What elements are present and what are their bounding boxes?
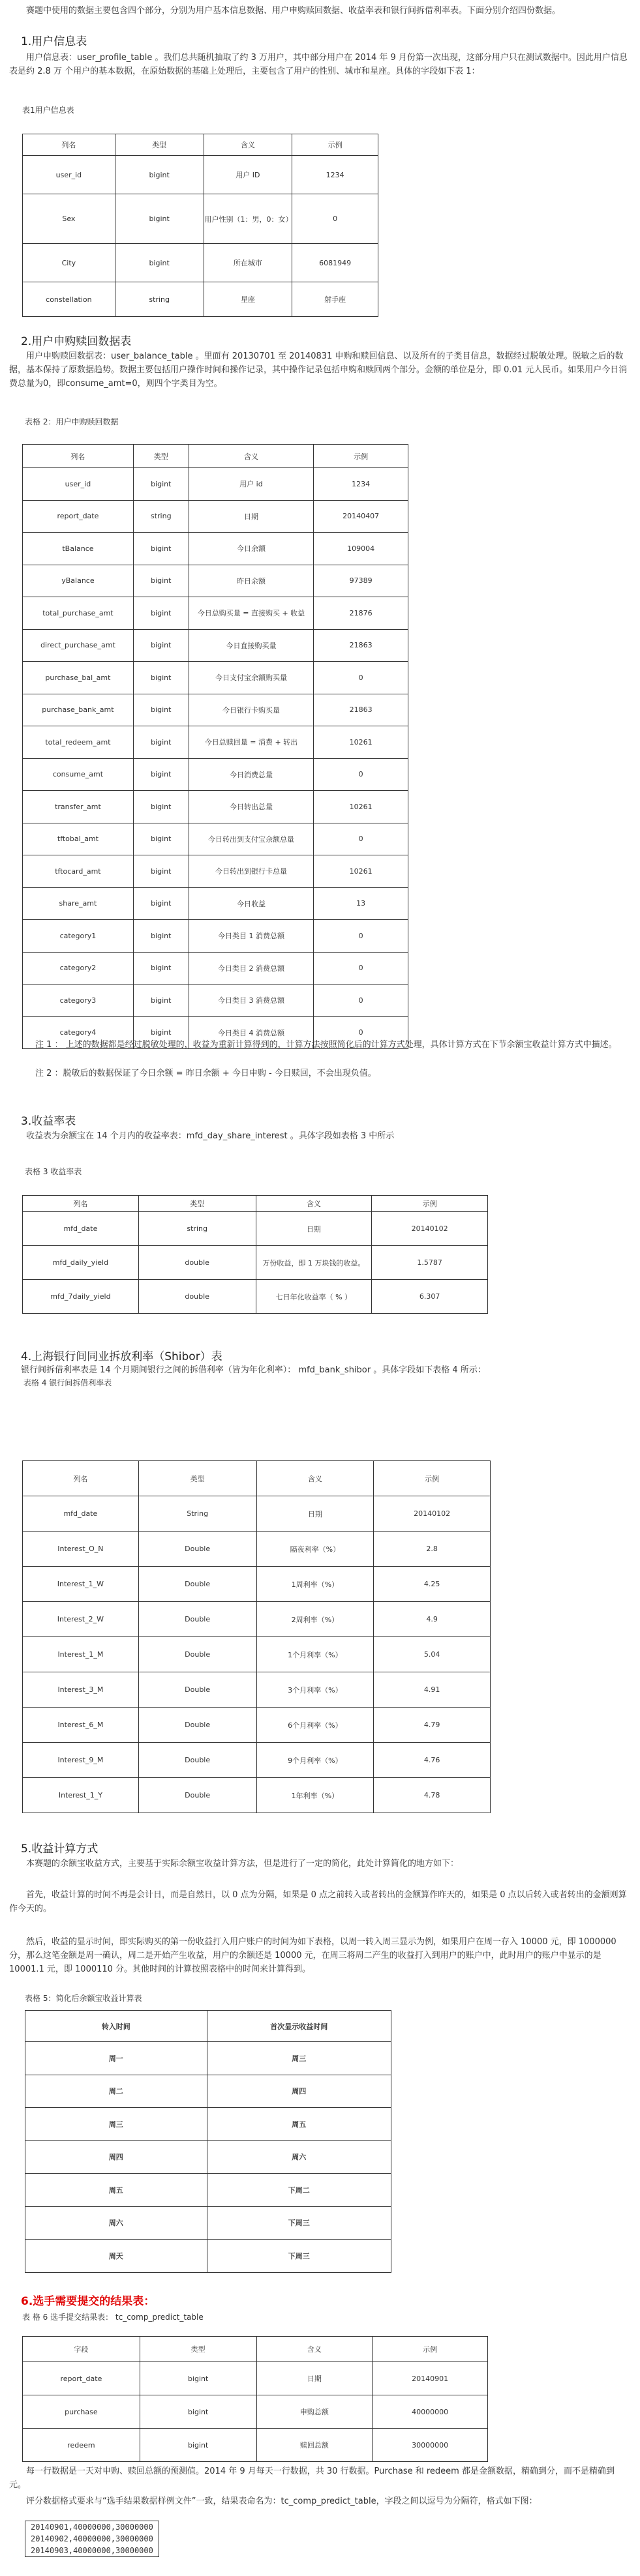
table-cell: 9个月利率（%） [256,1743,374,1778]
table-cell: user_id [23,156,115,194]
table-cell: direct_purchase_amt [23,629,134,662]
table-cell: 40000000 [373,2395,488,2429]
table-cell: 10261 [314,855,408,888]
table-header-cell: 含义 [256,2337,373,2362]
table-header-cell: 示例 [374,1461,491,1496]
table-cell: 周一 [25,2042,207,2075]
table-cell: 0 [314,1016,408,1049]
table-row [23,565,408,597]
table-cell: Interest_2_W [23,1602,139,1637]
table-cell: 2周利率（%） [256,1602,374,1637]
table-3-header-row [23,1196,488,1212]
table-cell: total_redeem_amt [23,726,134,759]
table-3-caption: 表格 3 收益率表 [25,1167,82,1176]
table-cell: bigint [133,468,189,501]
table-cell: 0 [314,662,408,694]
table-cell: 日期 [256,2362,373,2395]
section-1-title: 1.用户信息表 [21,35,87,48]
table-cell: 1年利率（%） [256,1778,374,1813]
table-cell: bigint [133,823,189,855]
table-cell: Interest_6_M [23,1708,139,1743]
table-cell: 1234 [314,468,408,501]
table-cell: bigint [133,629,189,662]
t6-header-row [23,2337,488,2362]
table-cell: category2 [23,952,134,985]
table-cell: 4.79 [374,1708,491,1743]
table-cell: 周四 [207,2075,391,2108]
t4-header-row [23,1461,491,1496]
table-cell: constellation [23,282,115,317]
table-row [23,1637,491,1672]
section-3-paragraph: 收益表为余额宝在 14 个月内的收益率表：mfd_day_share_interest 。具体字段如表格 3 中所示 [26,1131,395,1141]
table-cell: bigint [133,920,189,953]
intro-paragraph: 赛题中使用的数据主要包含四个部分，分别为用户基本信息数据、用户申购赎回数据、收益率表和银行间拆借利率表。下面分别介绍四份数据。 [26,6,561,16]
section-3-title: 3.收益率表 [21,1115,76,1128]
table-row [23,533,408,565]
table-cell: 0 [314,823,408,855]
table-row [23,2395,488,2429]
table-cell: 周六 [207,2140,391,2174]
table-cell: total_purchase_amt [23,597,134,630]
table-row [23,985,408,1017]
table-row [23,468,408,501]
table-cell: yBalance [23,565,134,597]
table-cell: mfd_7daily_yield [23,1280,139,1314]
section-4-paragraph: 银行间拆借利率表是 14 个月期间银行之间的拆借利率（皆为年化利率）： mfd_bank_shibor 。具体字段如下表格 4 所示： [21,1365,486,1375]
table-header-cell: 字段 [23,2337,140,2362]
table-cell: tftobal_amt [23,823,134,855]
table-cell: bigint [133,758,189,791]
t2-header-row [23,445,408,468]
table-row [25,2075,391,2108]
table-cell: Interest_3_M [23,1672,139,1708]
table-cell: 今日银行卡购买量 [189,694,314,726]
table-cell: 2.8 [374,1532,491,1567]
table-cell: 赎回总额 [256,2429,373,2462]
table-cell: 今日类目 3 消费总额 [189,985,314,1017]
table-cell: 今日转出到支付宝余额总量 [189,823,314,855]
table-cell: bigint [115,244,204,282]
table-row [23,156,378,194]
table-row [23,855,408,888]
table-cell: category3 [23,985,134,1017]
table-cell: Interest_1_W [23,1567,139,1602]
table-cell: String [138,1496,256,1532]
table-cell: Double [138,1532,256,1567]
table-cell: 21863 [314,694,408,726]
table-cell: bigint [133,662,189,694]
section-2-title: 2.用户申购赎回数据表 [21,335,132,348]
table-cell: bigint [133,1016,189,1049]
table-cell: 1.5787 [372,1246,488,1280]
table-1-caption: 表1用户信息表 [22,106,74,115]
table-cell: 5.04 [374,1637,491,1672]
table-cell: 今日转出到银行卡总量 [189,855,314,888]
table-cell: 今日支付宝余额购买量 [189,662,314,694]
table-cell: report_date [23,500,134,533]
table-cell: 星座 [204,282,292,317]
table-cell: 97389 [314,565,408,597]
section-5-paragraph-3: 然后，收益的显示时间，即实际购买的第一份收益打入用户账户的时间为如下表格，以周一转入周三显示为例，如果用户在周一存入 10000 元，即 1000000 分，那么这笔金额是周一确认，周二是开始产生收益，用户的余额还是 10000 元，在周三将周二产生的收益打入到用户的账户中，此时用户的账户中显示的是 10001.1 元，即 1000110 分。其他时间的计算按照表格中的时间来计算得到。 [9,1937,617,1974]
table-cell: Interest_9_M [23,1743,139,1778]
table-cell: bigint [140,2395,256,2429]
section-5-paragraph-2: 首先，收益计算的时间不再是会计日，而是自然日，以 0 点为分隔，如果是 0 点之前转入或者转出的金额算作昨天的，如果是 0 点以后转入或者转出的金额则算作今天的。 [9,1890,627,1914]
section-6-paragraph-2: 评分数据格式要求与“选手结果数据样例文件”一致，结果表命名为：tc_comp_predict_table，字段之间以逗号为分隔符，格式如下图： [26,2496,538,2506]
table-cell: transfer_amt [23,791,134,823]
table-1 [22,134,378,317]
table-cell: 0 [314,985,408,1017]
table-header-cell: 示例 [314,445,408,468]
table-row [23,1496,491,1532]
table-header-cell: 列名 [23,445,134,468]
table-cell: 今日收益 [189,887,314,920]
table-cell: category1 [23,920,134,953]
table-row [23,2429,488,2462]
table-cell: 下周二 [207,2174,391,2207]
table-cell: mfd_date [23,1496,139,1532]
table-1-header-cell: 含义 [204,134,292,156]
table-cell: purchase_bal_amt [23,662,134,694]
table-cell: 20140901 [373,2362,488,2395]
table-row [23,823,408,855]
table-row [23,282,378,317]
table-cell: 射手座 [292,282,378,317]
table-cell: bigint [133,565,189,597]
table-cell: 日期 [256,1212,372,1246]
table-3 [22,1195,488,1314]
table-row [23,1672,491,1708]
sample-output-box [25,2521,159,2557]
table-cell: 1周利率（%） [256,1567,374,1602]
table-header-cell: 转入时间 [25,2011,207,2042]
table-cell: report_date [23,2362,140,2395]
table-cell: 昨日余额 [189,565,314,597]
table-cell: bigint [133,855,189,888]
table-cell: bigint [140,2362,256,2395]
table-cell: 6.307 [372,1280,488,1314]
table-cell: 20140102 [372,1212,488,1246]
table-cell: 10261 [314,791,408,823]
table-cell: Double [138,1637,256,1672]
table-cell: 1个月利率（%） [256,1637,374,1672]
table-row [25,2206,391,2240]
table-1-header-cell: 示例 [292,134,378,156]
table-cell: double [138,1280,256,1314]
table-cell: 今日消费总量 [189,758,314,791]
table-cell: bigint [133,887,189,920]
table-cell: 今日直接购买量 [189,629,314,662]
table-row [23,1743,491,1778]
table-cell: bigint [133,597,189,630]
table-cell: 周二 [25,2075,207,2108]
table-cell: string [115,282,204,317]
table-header-cell: 类型 [133,445,189,468]
table-cell: 今日余额 [189,533,314,565]
table-cell: 万份收益，即 1 万块钱的收益。 [256,1246,372,1280]
table-4-caption: 表格 4 银行间拆借利率表 [23,1378,112,1387]
table-cell: 今日总购买量 = 直接购买 + 收益 [189,597,314,630]
table-row [23,244,378,282]
table-cell: 用户 ID [204,156,292,194]
table-cell: 隔夜利率（%） [256,1532,374,1567]
note-2: 注 2 ：脱敏后的数据保证了今日余额 = 昨日余额 + 今日申购 - 今日赎回，不会出现负值。 [35,1069,376,1078]
t5-header-row [25,2011,391,2042]
table-cell: Interest_1_Y [23,1778,139,1813]
table-cell: share_amt [23,887,134,920]
table-row [23,500,408,533]
table-header-cell: 列名 [23,1461,139,1496]
table-cell: 今日总赎回量 = 消费 + 转出 [189,726,314,759]
table-row [25,2240,391,2273]
table-cell: mfd_date [23,1212,139,1246]
section-6-paragraph-1: 每一行数据是一天对申购、赎回总额的预测值。2014 年 9 月每天一行数据，共 30 行数据。Purchase 和 redeem 都是金额数据，精确到分，而不是精确到元。 [9,2466,615,2490]
table-cell: 109004 [314,533,408,565]
table-cell: 用户性别（1：男，0：女） [204,194,292,244]
table-header-cell: 类型 [140,2337,256,2362]
table-row [25,2140,391,2174]
table-1-header-cell: 类型 [115,134,204,156]
table-cell: 所在城市 [204,244,292,282]
table-cell: redeem [23,2429,140,2462]
table-cell: 周四 [25,2140,207,2174]
table-cell: string [133,500,189,533]
table-4 [22,1460,491,1813]
table-header-cell: 含义 [189,445,314,468]
table-cell: Sex [23,194,115,244]
table-cell: tftocard_amt [23,855,134,888]
table-cell: 10261 [314,726,408,759]
table-row [23,1778,491,1813]
table-3-header-cell: 类型 [138,1196,256,1212]
table-cell: 0 [314,920,408,953]
table-cell: 13 [314,887,408,920]
table-cell: 1234 [292,156,378,194]
table-cell: consume_amt [23,758,134,791]
table-row [23,791,408,823]
table-cell: Double [138,1743,256,1778]
table-row [23,694,408,726]
table-cell: 下周三 [207,2240,391,2273]
table-row [23,1602,491,1637]
table-header-cell: 示例 [373,2337,488,2362]
section-5-title: 5.收益计算方式 [21,1843,99,1856]
table-cell: 申购总额 [256,2395,373,2429]
table-cell: 七日年化收益率（ % ） [256,1280,372,1314]
sample-line: 20140902,40000000,30000000 [31,2534,153,2543]
section-1-paragraph: 用户信息表：user_profile_table 。我们总共随机抽取了约 3 万用户，其中部分用户在 2014 年 9 月份第一次出现，这部分用户只在测试数据中。因此用户信息表是约 2.8 万 个用户的基本数据，在原始数据的基础上处理后，主要包含了用户的性别、城市和星座。具体的字段如下表 1： [9,53,628,76]
table-row [23,920,408,953]
table-cell: 30000000 [373,2429,488,2462]
table-row [23,629,408,662]
table-cell: 21876 [314,597,408,630]
table-2-caption: 表格 2：用户申购赎回数据 [25,417,119,426]
table-cell: Interest_1_M [23,1637,139,1672]
table-row [23,1246,488,1280]
table-3-header-cell: 含义 [256,1196,372,1212]
section-2-paragraph: 用户申购赎回数据表：user_balance_table 。里面有 20130701 至 20140831 申购和赎回信息、以及所有的子类目信息，数据经过脱敏处理。脱敏之后的数据，基本保持了原数据趋势。数据主要包括用户操作时间和操作记录，其中操作记录包括申购和赎回两个部分。金额的单位是分，即 0.01 元人民币。如果用户今日消费总量为0，即consume_amt=0，则四个字类目为空。 [9,351,628,389]
table-cell: 日期 [256,1496,374,1532]
table-cell: bigint [140,2429,256,2462]
table-cell: purchase_bank_amt [23,694,134,726]
table-row [23,1567,491,1602]
table-cell: 下周三 [207,2206,391,2240]
table-row [23,194,378,244]
table-cell: 4.25 [374,1567,491,1602]
table-cell: 0 [314,758,408,791]
table-cell: 4.78 [374,1778,491,1813]
table-cell: 6081949 [292,244,378,282]
sample-line: 20140903,40000000,30000000 [31,2546,153,2555]
table-row [25,2108,391,2141]
section-6-title: 6.选手需要提交的结果表： [21,2295,155,2308]
table-cell: tBalance [23,533,134,565]
table-cell: purchase [23,2395,140,2429]
table-cell: 用户 id [189,468,314,501]
table-cell: 20140102 [374,1496,491,1532]
table-cell: user_id [23,468,134,501]
table-cell: 20140407 [314,500,408,533]
table-6 [22,2336,488,2462]
table-row [23,726,408,759]
table-cell: 周三 [207,2042,391,2075]
table-cell: bigint [115,194,204,244]
section-4-title: 4.上海银行间同业拆放利率（Shibor）表 [21,1350,222,1363]
table-row [25,2174,391,2207]
table-row [23,887,408,920]
table-row [23,1532,491,1567]
table-5 [25,2010,391,2273]
table-header-cell: 含义 [256,1461,374,1496]
table-cell: 3个月利率（%） [256,1672,374,1708]
table-6-caption: 表 格 6 选手提交结果表： tc_comp_predict_table [22,2313,204,2322]
table-cell: Double [138,1708,256,1743]
table-3-header-cell: 示例 [372,1196,488,1212]
note-1: 注 1 ： 上述的数据都是经过脱敏处理的，收益为重新计算得到的，计算方法按照简化后的计算方式处理，具体计算方式在下节余额宝收益计算方式中描述。 [35,1040,617,1050]
table-cell: bigint [115,156,204,194]
table-cell: bigint [133,533,189,565]
table-cell: 6个月利率（%） [256,1708,374,1743]
table-row [23,662,408,694]
table-cell: bigint [133,726,189,759]
table-cell: category4 [23,1016,134,1049]
table-cell: Double [138,1567,256,1602]
table-cell: double [138,1246,256,1280]
table-cell: 今日转出总量 [189,791,314,823]
table-cell: bigint [133,791,189,823]
table-header-cell: 类型 [138,1461,256,1496]
table-3-header-cell: 列名 [23,1196,139,1212]
table-row [23,1280,488,1314]
table-1-header-cell: 列名 [23,134,115,156]
table-header-cell: 首次显示收益时间 [207,2011,391,2042]
table-cell: 周天 [25,2240,207,2273]
table-cell: 周六 [25,2206,207,2240]
table-cell: City [23,244,115,282]
table-cell: Double [138,1778,256,1813]
table-row [23,952,408,985]
table-row [23,758,408,791]
sample-line: 20140901,40000000,30000000 [31,2523,153,2532]
table-cell: 今日类目 2 消费总额 [189,952,314,985]
table-cell: 周五 [25,2174,207,2207]
table-cell: 日期 [189,500,314,533]
section-5-paragraph-1: 本赛题的余额宝收益方式，主要基于实际余额宝收益计算方法，但是进行了一定的简化，此处计算简化的地方如下： [26,1859,459,1869]
table-cell: Double [138,1672,256,1708]
table-cell: 今日类目 1 消费总额 [189,920,314,953]
table-5-caption: 表格 5：简化后余额宝收益计算表 [25,1994,142,2003]
table-cell: 0 [314,952,408,985]
table-cell: 4.91 [374,1672,491,1708]
table-cell: bigint [133,952,189,985]
table-cell: Double [138,1602,256,1637]
table-row [23,1708,491,1743]
table-cell: mfd_daily_yield [23,1246,139,1280]
table-cell: 4.9 [374,1602,491,1637]
table-row [25,2042,391,2075]
table-cell: 0 [292,194,378,244]
table-row [23,597,408,630]
table-cell: 4.76 [374,1743,491,1778]
table-cell: bigint [133,985,189,1017]
table-cell: 周三 [25,2108,207,2141]
table-cell: string [138,1212,256,1246]
table-cell: 周五 [207,2108,391,2141]
table-cell: Interest_O_N [23,1532,139,1567]
table-row [23,2362,488,2395]
table-2 [22,444,408,1049]
table-row [23,1212,488,1246]
table-cell: 21863 [314,629,408,662]
table-cell: bigint [133,694,189,726]
table-cell: 今日类目 4 消费总额 [189,1016,314,1049]
table-1-header-row [23,134,378,156]
